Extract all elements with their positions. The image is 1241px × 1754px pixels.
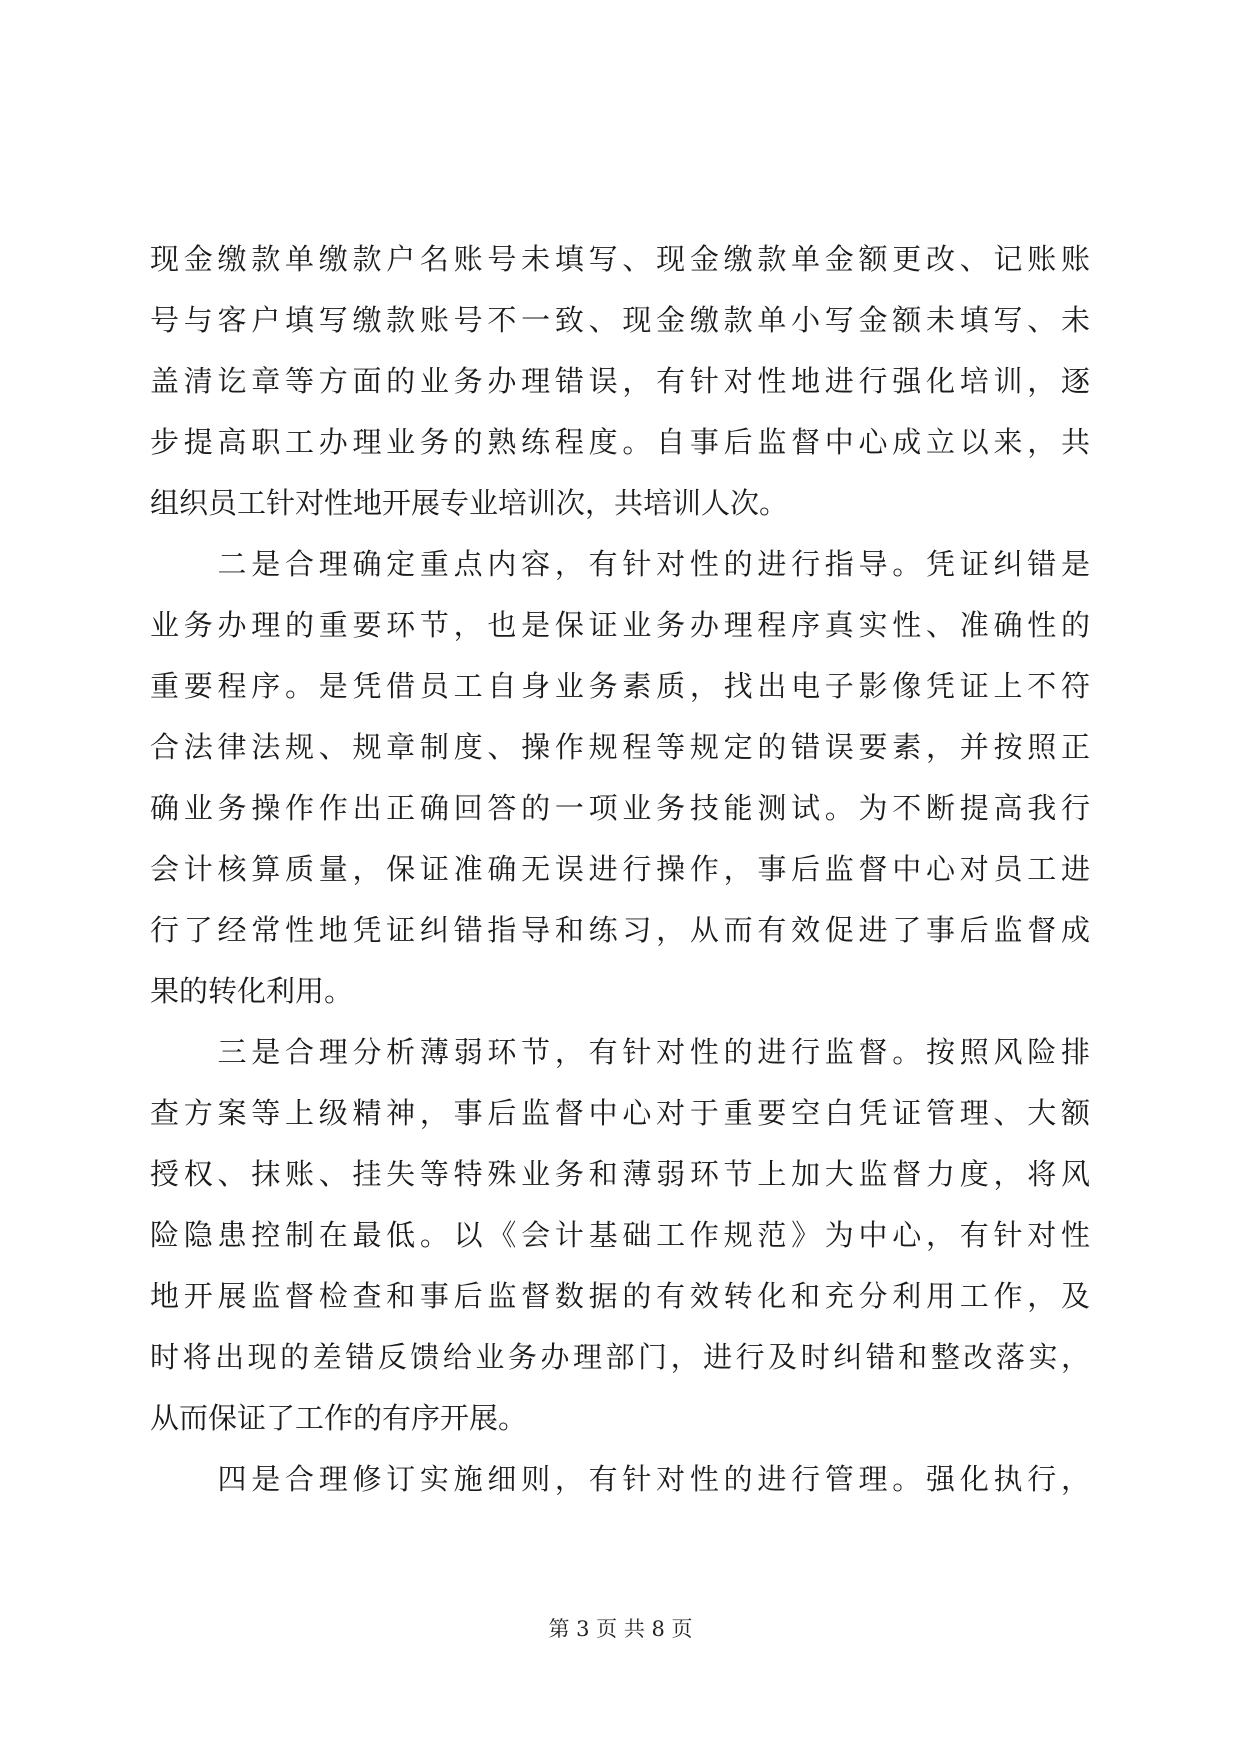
text-line: 查方案等上级精神，事后监督中心对于重要空白凭证管理、大额 (150, 1096, 1090, 1130)
text-line: 时将出现的差错反馈给业务办理部门，进行及时纠错和整改落实， (150, 1340, 1090, 1374)
document-body (150, 229, 1090, 1510)
text-line: 组织员工针对性地开展专业培训次，共培训人次。 (150, 486, 789, 520)
text-line: 果的转化利用。 (150, 974, 354, 1008)
text-line: 授权、抹账、挂失等特殊业务和薄弱环节上加大监督力度，将风 (150, 1157, 1090, 1191)
text-line: 盖清讫章等方面的业务办理错误，有针对性地进行强化培训，逐 (150, 364, 1090, 398)
text-line: 步提高职工办理业务的熟练程度。自事后监督中心成立以来，共 (150, 425, 1090, 459)
text-line: 合法律法规、规章制度、操作规程等规定的错误要素，并按照正 (150, 730, 1090, 764)
text-line: 二是合理确定重点内容，有针对性的进行指导。凭证纠错是 (150, 547, 1090, 581)
text-line: 业务办理的重要环节，也是保证业务办理程序真实性、准确性的 (150, 608, 1090, 642)
text-line: 险隐患控制在最低。以《会计基础工作规范》为中心，有针对性 (150, 1218, 1090, 1252)
text-line: 会计核算质量，保证准确无误进行操作，事后监督中心对员工进 (150, 852, 1090, 886)
text-line: 重要程序。是凭借员工自身业务素质，找出电子影像凭证上不符 (150, 669, 1090, 703)
text-line: 四是合理修订实施细则，有针对性的进行管理。强化执行， (150, 1462, 1090, 1496)
text-line: 从而保证了工作的有序开展。 (150, 1401, 528, 1435)
page-number-footer: 第 3 页 共 8 页 (548, 1617, 693, 1641)
text-line: 确业务操作作出正确回答的一项业务技能测试。为不断提高我行 (150, 791, 1090, 825)
text-line: 号与客户填写缴款账号不一致、现金缴款单小写金额未填写、未 (150, 303, 1090, 337)
text-line: 现金缴款单缴款户名账号未填写、现金缴款单金额更改、记账账 (150, 242, 1090, 276)
text-line: 三是合理分析薄弱环节，有针对性的进行监督。按照风险排 (150, 1035, 1090, 1069)
text-line: 地开展监督检查和事后监督数据的有效转化和充分利用工作，及 (150, 1279, 1090, 1313)
text-line: 行了经常性地凭证纠错指导和练习，从而有效促进了事后监督成 (150, 913, 1090, 947)
